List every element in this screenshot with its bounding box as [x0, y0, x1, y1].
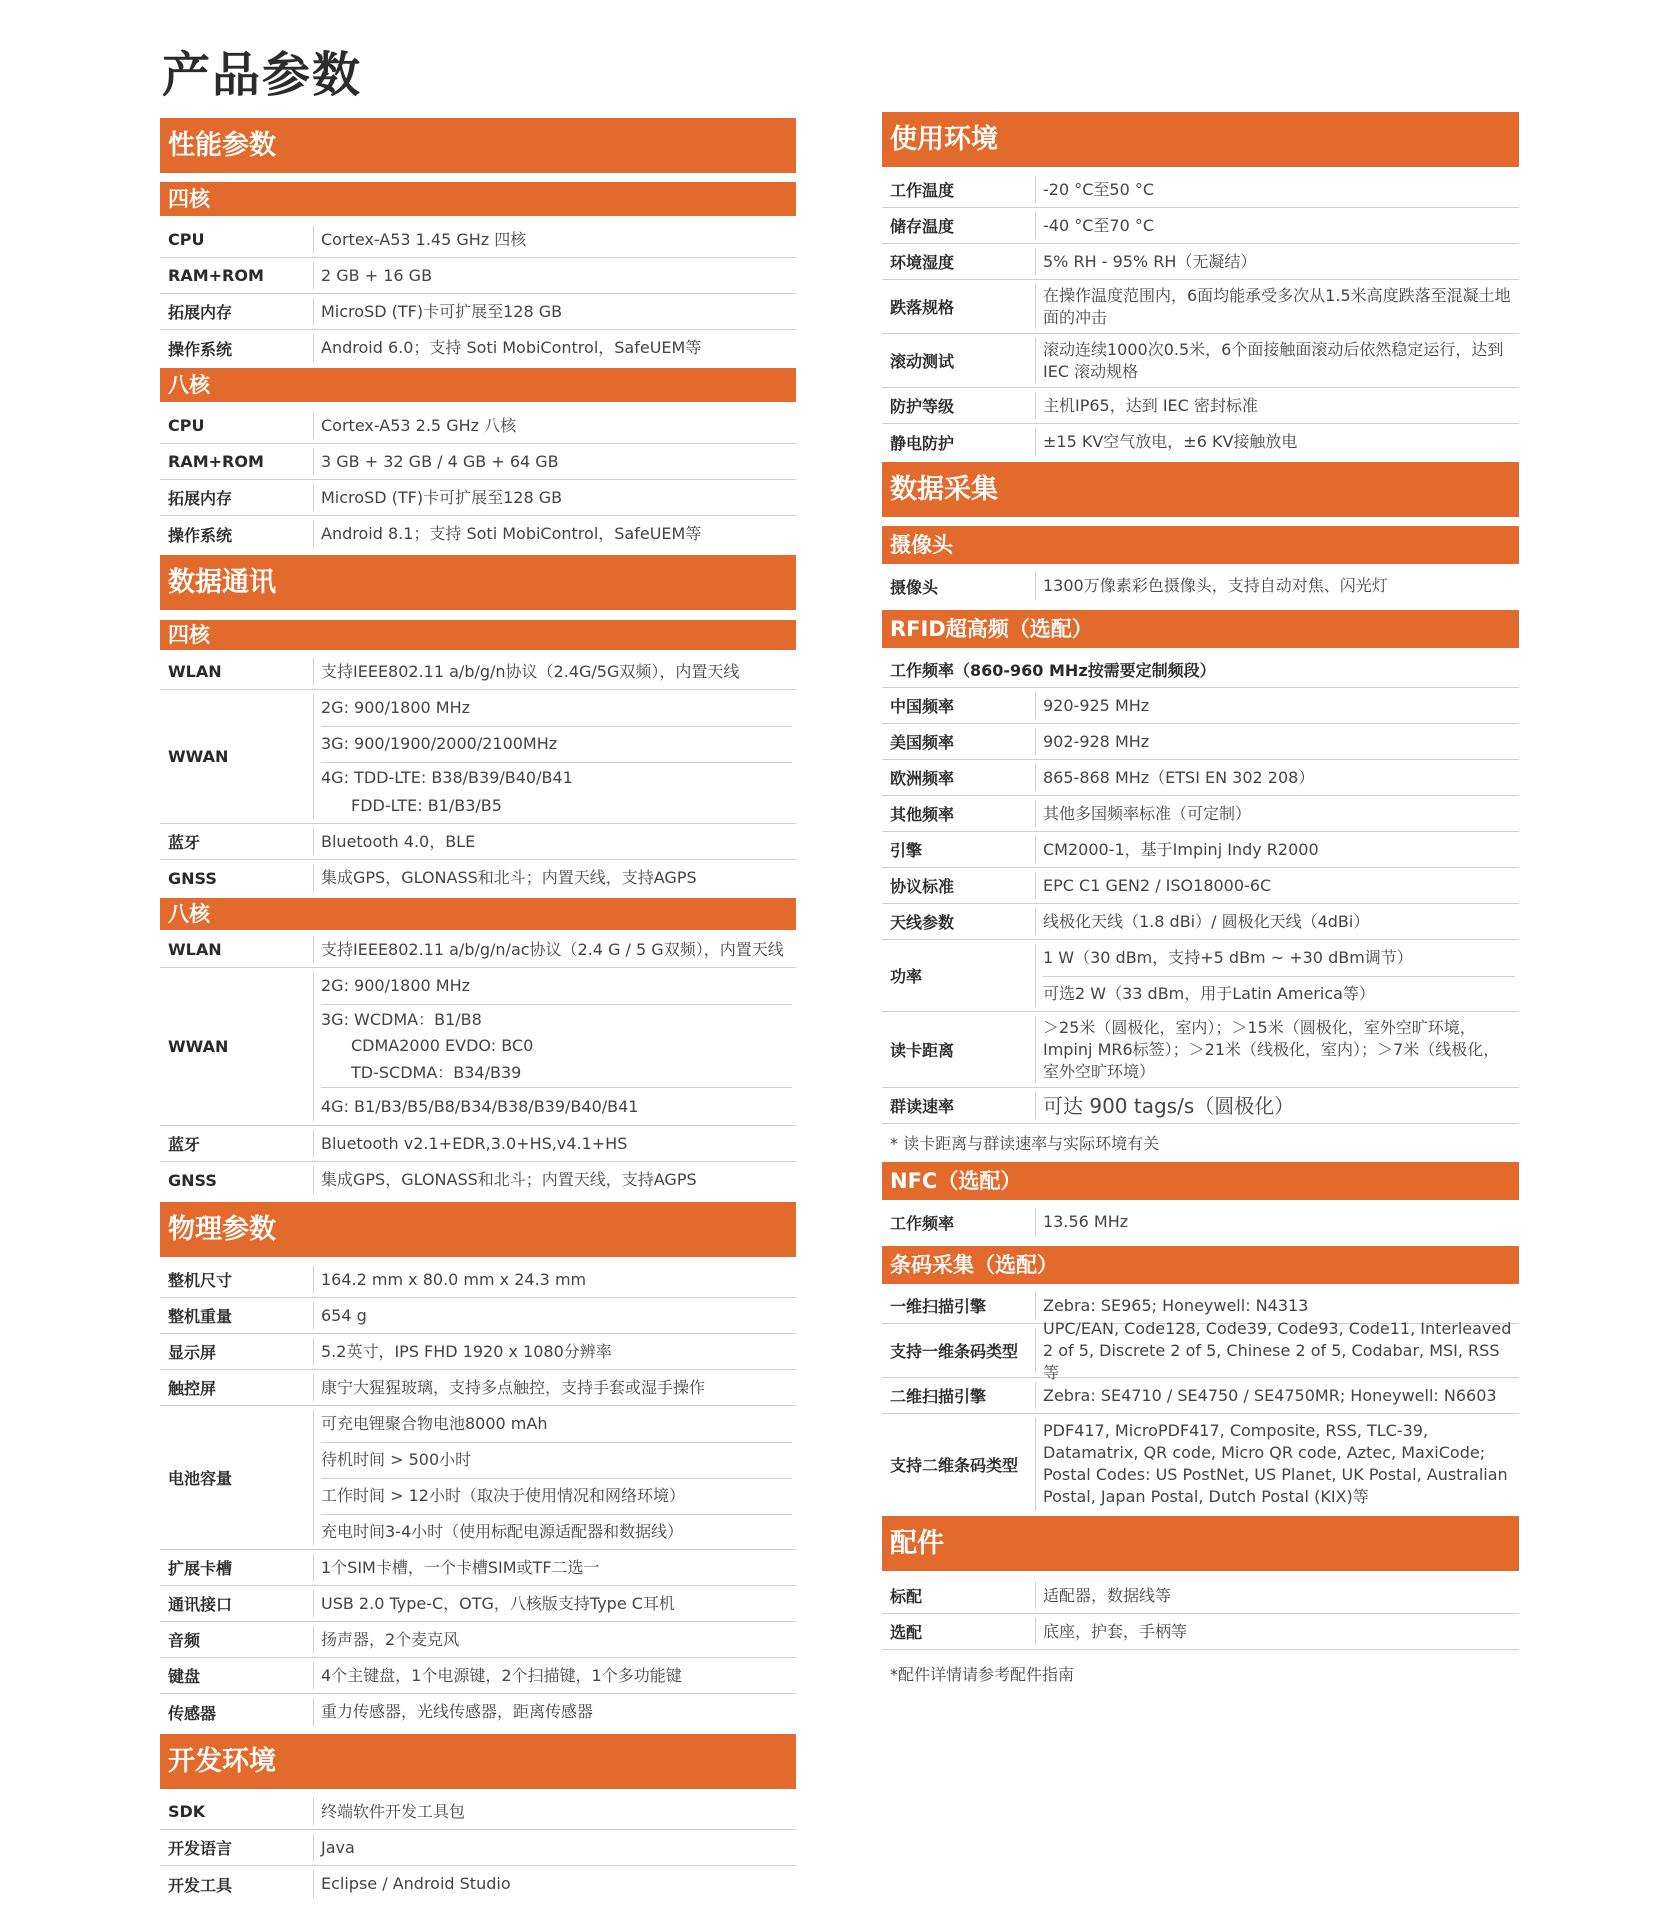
spec-row: [160, 330, 796, 366]
spec-value: Cortex-A53 2.5 GHz 八核: [321, 415, 517, 435]
spec-row-power: [882, 940, 1519, 1012]
spec-key: 工作频率: [890, 1213, 955, 1233]
spec-value: 扬声器，2个麦克风: [321, 1629, 460, 1649]
spec-row: [882, 172, 1519, 208]
section-accessories: 配件: [882, 1516, 1519, 1571]
spec-key: 群读速率: [890, 1097, 955, 1116]
spec-key: 滚动测试: [890, 352, 955, 371]
spec-value: 待机时间 > 500小时: [321, 1442, 792, 1479]
accessories-footnote: *配件详情请参考配件指南: [890, 1665, 1075, 1684]
spec-value: 4G: TDD-LTE: B38/B39/B40/B41: [321, 768, 573, 787]
spec-key: 整机尺寸: [168, 1271, 233, 1290]
spec-row: [160, 1794, 796, 1830]
spec-key: 天线参数: [890, 913, 955, 932]
subsection-octa-core: 八核: [160, 368, 796, 402]
spec-row: [882, 796, 1519, 832]
spec-key: 支持一维条码类型: [890, 1342, 1019, 1361]
spec-value: 可选2 W（33 dBm，用于Latin America等）: [1043, 984, 1375, 1003]
subsection-nfc: NFC（选配）: [882, 1162, 1519, 1200]
spec-key: 其他频率: [890, 805, 955, 824]
spec-key: 储存温度: [890, 217, 955, 236]
spec-row: [882, 244, 1519, 280]
spec-row: [160, 294, 796, 330]
spec-key: 跌落规格: [890, 298, 955, 317]
spec-row: [160, 258, 796, 294]
subsection-quad-core: 四核: [160, 182, 796, 216]
spec-key: 欧洲频率: [890, 769, 955, 788]
spec-row-header: [882, 652, 1519, 688]
spec-row: [160, 1334, 796, 1370]
spec-value: UPC/EAN, Code128, Code39, Code93, Code11, Interleaved 2 of 5, Discrete 2 of 5, Chinese 2 of 5, Codabar, MSI, RSS等: [1043, 1318, 1512, 1382]
spec-row: [160, 860, 796, 896]
spec-value: 主机IP65，达到 IEC 密封标准: [1043, 395, 1258, 415]
subsection-quad-core: 四核: [160, 620, 796, 650]
subsection-rfid: RFID超高频（选配）: [882, 610, 1519, 648]
spec-value: 底座，护套，手柄等: [1043, 1621, 1188, 1641]
spec-key: 音频: [168, 1631, 201, 1650]
spec-key: WLAN: [168, 940, 222, 959]
spec-key: 开发语言: [168, 1839, 233, 1858]
spec-value: PDF417, MicroPDF417, Composite, RSS, TLC-39, Datamatrix, QR code, Micro QR code, Aztec, MaxiCode; Postal Codes: US PostNet, US Planet, UK Postal, Australian Postal, Japan Postal, Dutch Postal (KIX)等: [1043, 1421, 1508, 1506]
spec-value: 4个主键盘，1个电源键，2个扫描键，1个多功能键: [321, 1665, 682, 1685]
spec-row-battery: [160, 1406, 796, 1550]
spec-key: 静电防护: [890, 433, 955, 453]
spec-key: 读卡距离: [890, 1041, 955, 1060]
spec-value: 在操作温度范围内，6面均能承受多次从1.5米高度跌落至混凝土地面的冲击: [1043, 285, 1511, 327]
spec-row: [160, 1586, 796, 1622]
spec-key: 功率: [890, 967, 923, 986]
spec-value: 支持IEEE802.11 a/b/g/n协议（2.4G/5G双频），内置天线: [321, 661, 740, 681]
spec-key: WWAN: [168, 747, 229, 766]
spec-row: [882, 868, 1519, 904]
spec-row: [160, 222, 796, 258]
spec-row: [882, 832, 1519, 868]
spec-value: 重力传感器，光线传感器，距离传感器: [321, 1702, 594, 1721]
spec-value: CDMA2000 EVDO: BC0: [351, 1036, 534, 1055]
spec-key: RAM+ROM: [168, 266, 264, 285]
spec-value: 654 g: [321, 1305, 367, 1325]
spec-key: WLAN: [168, 662, 222, 681]
spec-key: 整机重量: [168, 1307, 233, 1326]
spec-value: MicroSD (TF)卡可扩展至128 GB: [321, 487, 563, 507]
spec-value: -40 °C至70 °C: [1043, 215, 1155, 235]
spec-row: [160, 654, 796, 690]
spec-key: GNSS: [168, 1170, 217, 1190]
spec-value: EPC C1 GEN2 / ISO18000-6C: [1043, 875, 1272, 895]
spec-value: 164.2 mm x 80.0 mm x 24.3 mm: [321, 1269, 587, 1289]
spec-row: [882, 724, 1519, 760]
spec-row: [160, 1658, 796, 1694]
spec-row: [160, 1866, 796, 1902]
spec-row: [882, 424, 1519, 460]
spec-value: FDD-LTE: B1/B3/B5: [351, 796, 502, 815]
spec-key: 中国频率: [890, 697, 955, 716]
spec-key: GNSS: [168, 868, 217, 888]
spec-value: 3G: 900/1900/2000/2100MHz: [321, 726, 792, 763]
spec-value: ＞25米（圆极化，室内）；＞15米（圆极化，室外空旷环境，Impinj MR6标签）；＞21米（线极化，室内）；＞7米（线极化，室外空旷环境）: [1043, 1017, 1500, 1081]
spec-value: Zebra: SE965; Honeywell: N4313: [1043, 1295, 1309, 1315]
spec-row: [160, 1162, 796, 1198]
spec-value: 1 W（30 dBm，支持+5 dBm ~ +30 dBm调节）: [1043, 940, 1515, 977]
rfid-footnote: * 读卡距离与群读速率与实际环境有关: [890, 1134, 1160, 1153]
spec-value: 工作时间 > 12小时（取决于使用情况和网络环境）: [321, 1478, 792, 1515]
spec-row: [882, 1088, 1519, 1124]
spec-value: 滚动连续1000次0.5米，6个面接触面滚动后依然稳定运行，达到 IEC 滚动规格: [1043, 339, 1504, 381]
section-data-capture: 数据采集: [882, 462, 1519, 517]
spec-key: 蓝牙: [168, 833, 201, 852]
section-physical: 物理参数: [160, 1202, 796, 1257]
spec-row: [882, 208, 1519, 244]
spec-value: 1个SIM卡槽，一个卡槽SIM或TF二选一: [321, 1557, 600, 1577]
spec-row: [882, 1012, 1519, 1088]
spec-row: [882, 1614, 1519, 1650]
spec-row: [160, 444, 796, 480]
spec-value: 4G: B1/B3/B5/B8/B34/B38/B39/B40/B41: [321, 1097, 639, 1116]
spec-value: 其他多国频率标准（可定制）: [1043, 803, 1252, 823]
spec-value: Bluetooth v2.1+EDR,3.0+HS,v4.1+HS: [321, 1133, 628, 1153]
spec-value: 充电时间3-4小时（使用标配电源适配器和数据线）: [321, 1522, 684, 1541]
page-title: 产品参数: [162, 47, 363, 103]
spec-row: [160, 1262, 796, 1298]
spec-row: [882, 688, 1519, 724]
spec-row-wwan: [160, 690, 796, 824]
spec-row: [160, 1126, 796, 1162]
spec-value: 集成GPS，GLONASS和北斗；内置天线，支持AGPS: [321, 1170, 697, 1189]
spec-key: 操作系统: [168, 525, 233, 545]
section-environment: 使用环境: [882, 112, 1519, 167]
spec-row: [882, 1318, 1519, 1382]
spec-value: 康宁大猩猩玻璃，支持多点触控，支持手套或湿手操作: [321, 1377, 706, 1397]
subsection-octa-core: 八核: [160, 898, 796, 930]
spec-value: 3 GB + 32 GB / 4 GB + 64 GB: [321, 451, 559, 471]
spec-value: 5% RH - 95% RH（无凝结）: [1043, 251, 1257, 271]
spec-value: 可达 900 tags/s（圆极化）: [1043, 1093, 1295, 1118]
spec-value: 支持IEEE802.11 a/b/g/n/ac协议（2.4 G / 5 G双频），内置天线: [321, 939, 784, 959]
spec-row: [160, 480, 796, 516]
spec-key: CPU: [168, 416, 205, 435]
spec-key: 支持二维条码类型: [890, 1455, 1019, 1475]
spec-row: [160, 932, 796, 968]
spec-key: 工作频率（860-960 MHz按需要定制频段）: [890, 661, 1216, 680]
spec-key: 选配: [890, 1623, 923, 1642]
spec-row: [882, 1578, 1519, 1614]
spec-value: 2G: 900/1800 MHz: [321, 690, 792, 727]
spec-key: 一维扫描引擎: [890, 1297, 987, 1316]
spec-key: 拓展内存: [168, 489, 233, 508]
spec-value: 1300万像素彩色摄像头，支持自动对焦、闪光灯: [1043, 576, 1388, 595]
section-performance: 性能参数: [160, 118, 796, 173]
spec-key: 拓展内存: [168, 303, 233, 322]
spec-key: 键盘: [168, 1667, 201, 1686]
spec-row: [160, 408, 796, 444]
spec-value: Android 6.0；支持 Soti MobiControl，SafeUEM等: [321, 338, 702, 357]
spec-value: 865-868 MHz（ETSI EN 302 208）: [1043, 767, 1315, 787]
spec-key: CPU: [168, 230, 205, 249]
spec-key: 引擎: [890, 841, 923, 860]
subsection-barcode: 条码采集（选配）: [882, 1246, 1519, 1284]
spec-key: 电池容量: [168, 1469, 233, 1488]
spec-row: [882, 1204, 1519, 1240]
spec-key: 工作温度: [890, 181, 955, 200]
spec-key: 通讯接口: [168, 1595, 233, 1614]
spec-key: 摄像头: [890, 577, 939, 597]
spec-value: 集成GPS，GLONASS和北斗；内置天线，支持AGPS: [321, 868, 697, 887]
section-development: 开发环境: [160, 1734, 796, 1789]
section-data-communication: 数据通讯: [160, 555, 796, 610]
spec-value: ±15 KV空气放电，±6 KV接触放电: [1043, 432, 1298, 451]
spec-key: 扩展卡槽: [168, 1559, 233, 1578]
spec-key: RAM+ROM: [168, 452, 264, 471]
spec-key: 显示屏: [168, 1343, 217, 1362]
spec-row: [160, 1550, 796, 1586]
spec-value: CM2000-1，基于Impinj Indy R2000: [1043, 839, 1319, 859]
spec-value: Cortex-A53 1.45 GHz 四核: [321, 229, 527, 249]
spec-key: 传感器: [168, 1703, 217, 1723]
spec-row-wwan: [160, 968, 796, 1126]
spec-row: [160, 1694, 796, 1730]
spec-value: USB 2.0 Type-C，OTG，八核版支持Type C耳机: [321, 1593, 675, 1613]
spec-value: 2G: 900/1800 MHz: [321, 968, 792, 1005]
spec-value: 13.56 MHz: [1043, 1212, 1129, 1231]
spec-row: [882, 388, 1519, 424]
spec-row: [882, 904, 1519, 940]
spec-value: TD-SCDMA：B34/B39: [321, 1060, 792, 1088]
spec-value: 902-928 MHz: [1043, 731, 1150, 751]
spec-value: 线极化天线（1.8 dBi）/ 圆极化天线（4dBi）: [1043, 911, 1370, 931]
spec-value: 2 GB + 16 GB: [321, 265, 433, 285]
spec-value: 适配器，数据线等: [1043, 1585, 1172, 1605]
spec-row: [160, 1622, 796, 1658]
spec-row: [160, 1830, 796, 1866]
spec-value: Bluetooth 4.0，BLE: [321, 831, 476, 851]
spec-key: 美国频率: [890, 733, 955, 752]
spec-value: 终端软件开发工具包: [321, 1801, 466, 1821]
spec-key: 环境湿度: [890, 253, 955, 272]
spec-value: Zebra: SE4710 / SE4750 / SE4750MR; Honeywell: N6603: [1043, 1385, 1497, 1405]
spec-value: Java: [321, 1837, 355, 1857]
spec-value: -20 °C至50 °C: [1043, 179, 1155, 199]
spec-key: SDK: [168, 1802, 206, 1821]
spec-key: 标配: [890, 1587, 923, 1606]
subsection-camera: 摄像头: [882, 526, 1519, 564]
spec-row: [882, 1414, 1519, 1514]
spec-key: WWAN: [168, 1037, 229, 1056]
spec-row: [160, 1298, 796, 1334]
spec-key: 开发工具: [168, 1875, 233, 1895]
spec-value: Eclipse / Android Studio: [321, 1874, 511, 1893]
spec-value: 可充电锂聚合物电池8000 mAh: [321, 1406, 792, 1443]
spec-row: [882, 568, 1519, 604]
spec-key: 协议标准: [890, 877, 955, 896]
spec-key: 二维扫描引擎: [890, 1387, 987, 1406]
spec-value: MicroSD (TF)卡可扩展至128 GB: [321, 301, 563, 321]
spec-row: [882, 334, 1519, 388]
spec-key: 蓝牙: [168, 1135, 201, 1154]
spec-value: 3G: WCDMA：B1/B8: [321, 1010, 482, 1029]
spec-value: Android 8.1；支持 Soti MobiControl，SafeUEM等: [321, 524, 702, 543]
spec-row: [882, 1378, 1519, 1414]
spec-key: 触控屏: [168, 1379, 217, 1398]
spec-key: 操作系统: [168, 339, 233, 359]
spec-value: 920-925 MHz: [1043, 695, 1150, 715]
spec-row: [882, 280, 1519, 334]
spec-key: 防护等级: [890, 397, 955, 416]
spec-row: [160, 824, 796, 860]
spec-row: [882, 760, 1519, 796]
spec-row: [160, 516, 796, 552]
spec-value: 5.2英寸，IPS FHD 1920 x 1080分辨率: [321, 1341, 612, 1361]
spec-row: [160, 1370, 796, 1406]
